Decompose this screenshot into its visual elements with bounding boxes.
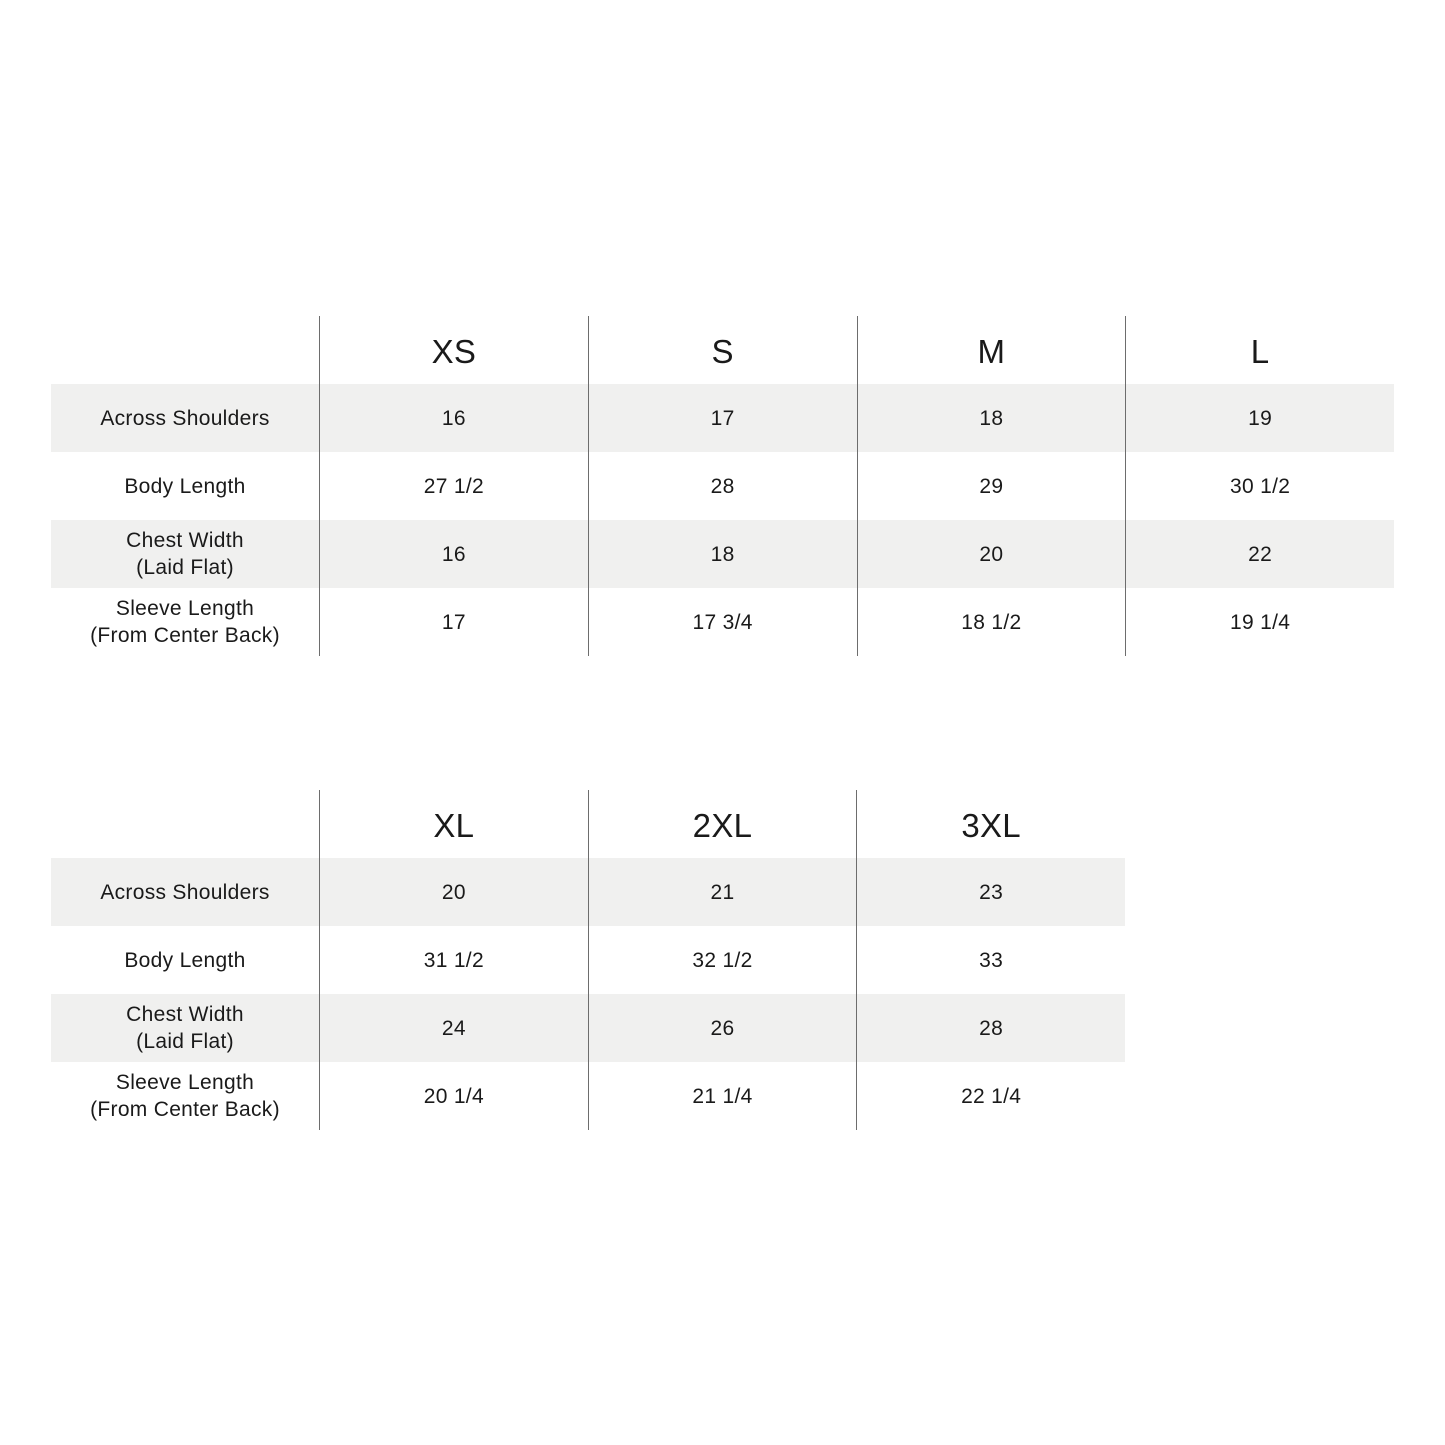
- measurement-cell: 18: [857, 384, 1126, 452]
- measurement-cell: 31 1/2: [319, 926, 588, 994]
- header-corner: [51, 316, 319, 384]
- measurement-cell: 30 1/2: [1125, 452, 1394, 520]
- measurement-cell: 18 1/2: [857, 588, 1126, 656]
- size-header: 3XL: [856, 790, 1125, 858]
- measurement-cell: 16: [319, 384, 588, 452]
- row-label: [51, 384, 319, 452]
- measurement-cell: 17: [319, 588, 588, 656]
- row-label-line: Across Shoulders: [100, 880, 270, 904]
- row-label: [51, 452, 319, 520]
- row-label-subline: (From Center Back): [90, 1098, 280, 1121]
- measurement-cell: 17 3/4: [588, 588, 857, 656]
- measurement-cell: 19 1/4: [1125, 588, 1394, 656]
- measurement-cell: 19: [1125, 384, 1394, 452]
- size-header: L: [1125, 316, 1394, 384]
- size-header: S: [588, 316, 857, 384]
- row-label-line: Chest Width: [126, 1003, 244, 1026]
- row-label-line: Sleeve Length: [115, 597, 255, 620]
- measurement-cell: 27 1/2: [319, 452, 588, 520]
- measurement-cell: 28: [856, 994, 1125, 1062]
- measurement-cell: 22: [1125, 520, 1394, 588]
- size-header: 2XL: [588, 790, 857, 858]
- measurement-cell: 17: [588, 384, 857, 452]
- row-label-line: Body Length: [124, 474, 246, 498]
- measurement-cell: 26: [588, 994, 857, 1062]
- measurement-cell: 20: [319, 858, 588, 926]
- size-header: M: [857, 316, 1126, 384]
- size-header: XL: [319, 790, 588, 858]
- row-label-line: Sleeve Length: [115, 1071, 255, 1094]
- measurement-cell: 20: [857, 520, 1126, 588]
- measurement-cell: 20 1/4: [319, 1062, 588, 1130]
- row-label-subline: (From Center Back): [90, 624, 280, 647]
- size-header: XS: [319, 316, 588, 384]
- header-corner: [51, 790, 319, 858]
- measurement-cell: 21 1/4: [588, 1062, 857, 1130]
- row-label: [51, 994, 319, 1062]
- measurement-cell: 16: [319, 520, 588, 588]
- row-label-line: Across Shoulders: [100, 406, 270, 430]
- row-label: [51, 520, 319, 588]
- measurement-cell: 21: [588, 858, 857, 926]
- row-label-line: Body Length: [124, 948, 246, 972]
- row-label: [51, 858, 319, 926]
- measurement-cell: 32 1/2: [588, 926, 857, 994]
- row-label: [51, 1062, 319, 1130]
- size-chart-table-2: [51, 790, 1125, 1130]
- measurement-cell: 33: [856, 926, 1125, 994]
- row-label: [51, 588, 319, 656]
- measurement-cell: 24: [319, 994, 588, 1062]
- measurement-cell: 28: [588, 452, 857, 520]
- measurement-cell: 23: [856, 858, 1125, 926]
- row-label-subline: (Laid Flat): [136, 556, 234, 579]
- row-label-line: Chest Width: [126, 529, 244, 552]
- measurement-cell: 29: [857, 452, 1126, 520]
- row-label: [51, 926, 319, 994]
- measurement-cell: 18: [588, 520, 857, 588]
- measurement-cell: 22 1/4: [856, 1062, 1125, 1130]
- size-chart-table-1: [51, 316, 1394, 656]
- row-label-subline: (Laid Flat): [136, 1030, 234, 1053]
